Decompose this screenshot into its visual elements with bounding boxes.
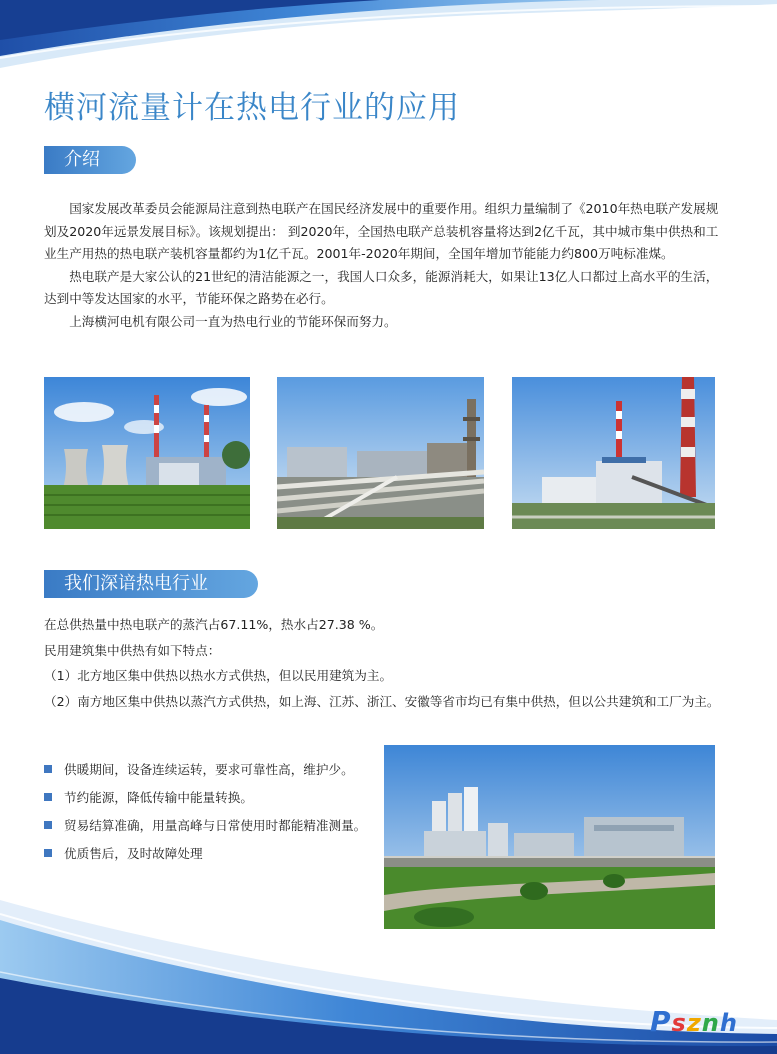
photo-pipelines (277, 377, 484, 529)
industry-line-1: 在总供热量中热电联产的蒸汽占67.11%，热水占27.38 %。 (44, 617, 384, 632)
intro-paragraph-2: 热电联产是大家公认的21世纪的清洁能源之一，我国人口众多，能源消耗大，如果让13亿人口都过上高水平的生活，达到中等发达国家的水平，节能环保之路势在必行。 (44, 268, 719, 306)
intro-paragraph-3: 上海横河电机有限公司一直为热电行业的节能环保而努力。 (69, 313, 397, 329)
logo-letter: n (701, 1009, 720, 1037)
section-tab-intro: 介绍 (44, 146, 136, 174)
photo-power-plant (384, 745, 715, 929)
brand-logo (650, 1005, 738, 1038)
photo-chimneys (512, 377, 715, 529)
list-item (44, 816, 366, 844)
industry-line-4: （2）南方地区集中供热以蒸汽方式供热，如上海、江苏、浙江、安徽等省市均已有集中供热，但以公共建筑和工厂为主。 (44, 693, 720, 709)
list-item-text: 供暖期间，设备连续运转，要求可靠性高，维护少。 (64, 762, 354, 777)
intro-paragraph-1: 国家发展改革委员会能源局注意到热电联产在国民经济发展中的重要作用。组织力量编制了《2010年热电联产发展规划及2020年远景发展目标》。该规划提出： 到2020年，全国热电联产总装机容量将达到2亿千瓦，其中城市集中供热和工业生产用热的热电联产装机容量都约为1亿千瓦。2001年-2020年期间，全国年增加节能能力约800万吨标准煤。 (44, 201, 719, 261)
list-item (44, 788, 366, 816)
square-bullet-icon (44, 765, 52, 773)
section-tab-industry: 我们深谙热电行业 (44, 570, 258, 598)
feature-list (44, 760, 366, 872)
industry-text (44, 612, 734, 714)
industry-line-3: （1）北方地区集中供热以热水方式供热，但以民用建筑为主。 (44, 668, 393, 683)
square-bullet-icon (44, 849, 52, 857)
photo-cooling-towers (44, 377, 250, 529)
page-title: 横河流量计在热电行业的应用 (44, 90, 460, 126)
square-bullet-icon (44, 793, 52, 801)
square-bullet-icon (44, 821, 52, 829)
list-item-text: 贸易结算准确，用量高峰与日常使用时都能精准测量。 (64, 818, 367, 833)
list-item-text: 节约能源，降低传输中能量转换。 (64, 790, 253, 805)
logo-letter: z (686, 1009, 702, 1037)
intro-text (44, 198, 726, 333)
industry-line-2: 民用建筑集中供热有如下特点： (44, 642, 221, 658)
list-item (44, 844, 366, 872)
list-item-text: 优质售后，及时故障处理 (64, 846, 203, 861)
logo-letter: h (719, 1009, 738, 1037)
logo-letter: s (671, 1009, 687, 1037)
logo-letter: P (650, 1005, 672, 1038)
list-item (44, 760, 366, 788)
top-wave-decoration (0, 0, 777, 75)
